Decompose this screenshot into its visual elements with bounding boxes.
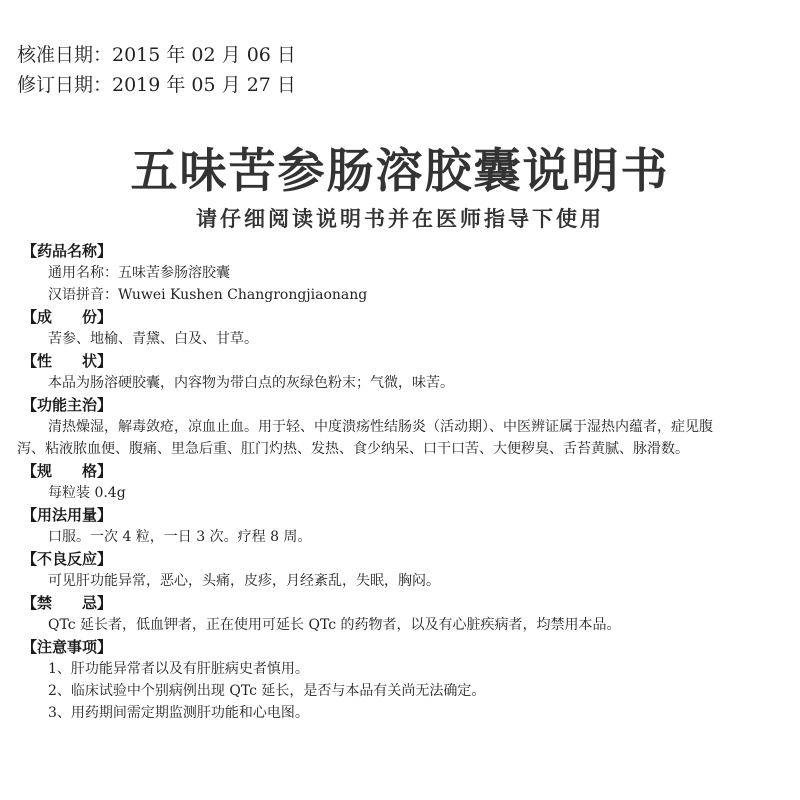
document-title: 五味苦参肠溶胶囊说明书 <box>130 144 670 199</box>
section-text: 清热燥湿，解毒敛疮，凉血止血。用于轻、中度溃疡性结肠炎（活动期）、中医辨证属于湿热内蕴者，症见腹 <box>48 419 713 435</box>
revision-date: 修订日期：2019 年 05 月 27 日 <box>17 74 296 96</box>
pinyin-name: 汉语拼音：Wuwei Kushen Changrongjiaonang <box>48 287 368 303</box>
section-text: QTc 延长者，低血钾者，正在使用可延长 QTc 的药物者，以及有心脏疾病者，均禁用本品。 <box>48 617 621 633</box>
section-ingredients <box>0 306 800 350</box>
section-heading: 【规 格】 <box>22 462 113 480</box>
precaution-item: 1、肝功能异常者以及有肝脏病史者慎用。 <box>48 661 309 677</box>
approval-date: 核准日期：2015 年 02 月 06 日 <box>17 44 296 66</box>
section-heading: 【用法用量】 <box>22 506 113 524</box>
section-description <box>0 350 800 394</box>
section-precautions <box>0 636 800 724</box>
section-text-continued: 泻、粘液脓血便、腹痛、里急后重、肛门灼热、发热、食少纳呆、口干口苦、大便秽臭、舌苔黄腻、脉滑数。 <box>17 441 689 457</box>
document-body <box>0 240 800 724</box>
section-heading: 【性 状】 <box>22 352 113 370</box>
section-dosage <box>0 504 800 548</box>
document-subtitle: 请仔细阅读说明书并在医师指导下使用 <box>196 207 604 231</box>
section-text: 口服。一次 4 粒，一日 3 次。疗程 8 周。 <box>48 529 312 545</box>
document-dates <box>17 40 296 100</box>
section-heading: 【注意事项】 <box>22 638 113 656</box>
section-contraindications <box>0 592 800 636</box>
precaution-item: 2、临床试验中个别病例出现 QTc 延长，是否与本品有关尚无法确定。 <box>48 683 486 699</box>
section-heading: 【药品名称】 <box>22 242 113 260</box>
section-text: 可见肝功能异常，恶心，头痛，皮疹，月经紊乱，失眠，胸闷。 <box>48 573 440 589</box>
section-specification <box>0 460 800 504</box>
section-text: 本品为肠溶硬胶囊，内容物为带白点的灰绿色粉末；气微，味苦。 <box>48 375 454 391</box>
section-adverse-reactions <box>0 548 800 592</box>
section-drug-name <box>0 240 800 306</box>
generic-name: 通用名称：五味苦参肠溶胶囊 <box>48 265 230 281</box>
section-heading: 【禁 忌】 <box>22 594 113 612</box>
section-indications <box>0 394 800 460</box>
section-text: 苦参、地榆、青黛、白及、甘草。 <box>48 331 258 347</box>
section-text: 每粒装 0.4g <box>48 485 126 501</box>
section-heading: 【功能主治】 <box>22 396 113 414</box>
section-heading: 【不良反应】 <box>22 550 113 568</box>
precaution-item: 3、用药期间需定期监测肝功能和心电图。 <box>48 705 309 721</box>
section-heading: 【成 份】 <box>22 308 113 326</box>
